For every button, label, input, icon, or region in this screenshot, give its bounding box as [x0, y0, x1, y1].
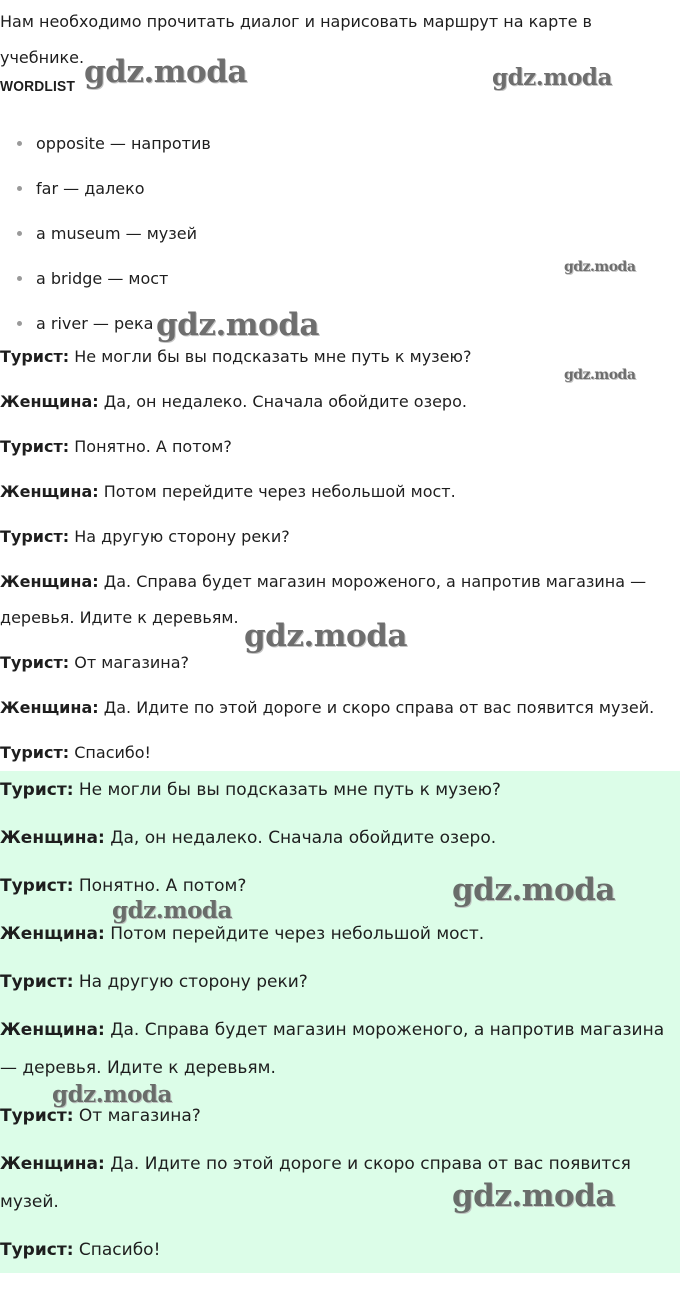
- speaker-label: Турист:: [0, 653, 70, 672]
- dialog-line: Турист: Понятно. А потом?: [0, 437, 232, 456]
- list-item: opposite — напротив: [0, 121, 211, 166]
- intro-text: Нам необходимо прочитать диалог и нарисовать маршрут на карте в учебнике.: [0, 12, 592, 67]
- speaker-label: Турист:: [0, 972, 74, 992]
- list-item: a bridge — мост: [0, 256, 211, 301]
- answer-line: Женщина: Да, он недалеко. Сначала обойдите озеро.: [0, 828, 497, 848]
- answer-line: Турист: На другую сторону реки?: [0, 972, 308, 992]
- answer-line: Турист: Спасибо!: [0, 1240, 161, 1260]
- watermark: gdz.moda: [452, 872, 615, 908]
- watermark: gdz.moda: [492, 64, 612, 91]
- dialog-line: Турист: На другую сторону реки?: [0, 527, 290, 546]
- speaker-label: Женщина:: [0, 482, 99, 501]
- speaker-label: Турист:: [0, 437, 70, 456]
- list-item: far — далеко: [0, 166, 211, 211]
- bullet-icon: [17, 186, 22, 191]
- speaker-label: Женщина:: [0, 1020, 105, 1040]
- speaker-label: Женщина:: [0, 392, 99, 411]
- speaker-label: Турист:: [0, 780, 74, 800]
- speaker-label: Турист:: [0, 347, 70, 366]
- watermark: gdz.moda: [156, 307, 319, 343]
- answer-line: Женщина: Да. Идите по этой дороге и скоро справа от вас появится музей.: [0, 1154, 631, 1212]
- dialog-line: Женщина: Да. Справа будет магазин мороженого, а напротив магазина — деревья. Идите к деревьям.: [0, 572, 647, 627]
- dialog-line: Турист: Не могли бы вы подсказать мне путь к музею?: [0, 347, 472, 366]
- dialog-line: Женщина: Да, он недалеко. Сначала обойдите озеро.: [0, 392, 467, 411]
- bullet-icon: [17, 321, 22, 326]
- list-item: a museum — музей: [0, 211, 211, 256]
- bullet-icon: [17, 231, 22, 236]
- speaker-label: Турист:: [0, 1240, 74, 1260]
- watermark: gdz.moda: [112, 897, 232, 924]
- answer-line: Женщина: Потом перейдите через небольшой мост.: [0, 924, 485, 944]
- speaker-label: Женщина:: [0, 698, 99, 717]
- watermark: gdz.moda: [84, 54, 247, 90]
- wordlist-heading: WORDLIST: [0, 78, 76, 95]
- watermark: gdz.moda: [52, 1081, 172, 1108]
- speaker-label: Турист:: [0, 743, 70, 762]
- bullet-icon: [17, 141, 22, 146]
- speaker-label: Женщина:: [0, 1154, 105, 1174]
- bullet-icon: [17, 276, 22, 281]
- speaker-label: Турист:: [0, 876, 74, 896]
- watermark: gdz.moda: [244, 618, 407, 654]
- dialog-line: Женщина: Да. Идите по этой дороге и скоро справа от вас появится музей.: [0, 698, 655, 717]
- speaker-label: Турист:: [0, 1106, 74, 1126]
- dialog-text: [0, 339, 680, 780]
- watermark: gdz.moda: [452, 1178, 615, 1214]
- speaker-label: Турист:: [0, 527, 70, 546]
- dialog-line: Турист: От магазина?: [0, 653, 190, 672]
- list-item: a river — река: [0, 301, 211, 346]
- watermark: gdz.moda: [564, 259, 636, 275]
- speaker-label: Женщина:: [0, 924, 105, 944]
- answer-line: Турист: От магазина?: [0, 1106, 201, 1126]
- dialog-line: Турист: Спасибо!: [0, 743, 151, 762]
- answer-line: Турист: Не могли бы вы подсказать мне путь к музею?: [0, 780, 501, 800]
- dialog-line: Женщина: Потом перейдите через небольшой мост.: [0, 482, 456, 501]
- watermark: gdz.moda: [564, 367, 636, 383]
- speaker-label: Женщина:: [0, 828, 105, 848]
- speaker-label: Женщина:: [0, 572, 99, 591]
- answer-line: Женщина: Да. Справа будет магазин мороженого, а напротив магазина — деревья. Идите к деревьям.: [0, 1020, 665, 1078]
- answer-line: Турист: Понятно. А потом?: [0, 876, 247, 896]
